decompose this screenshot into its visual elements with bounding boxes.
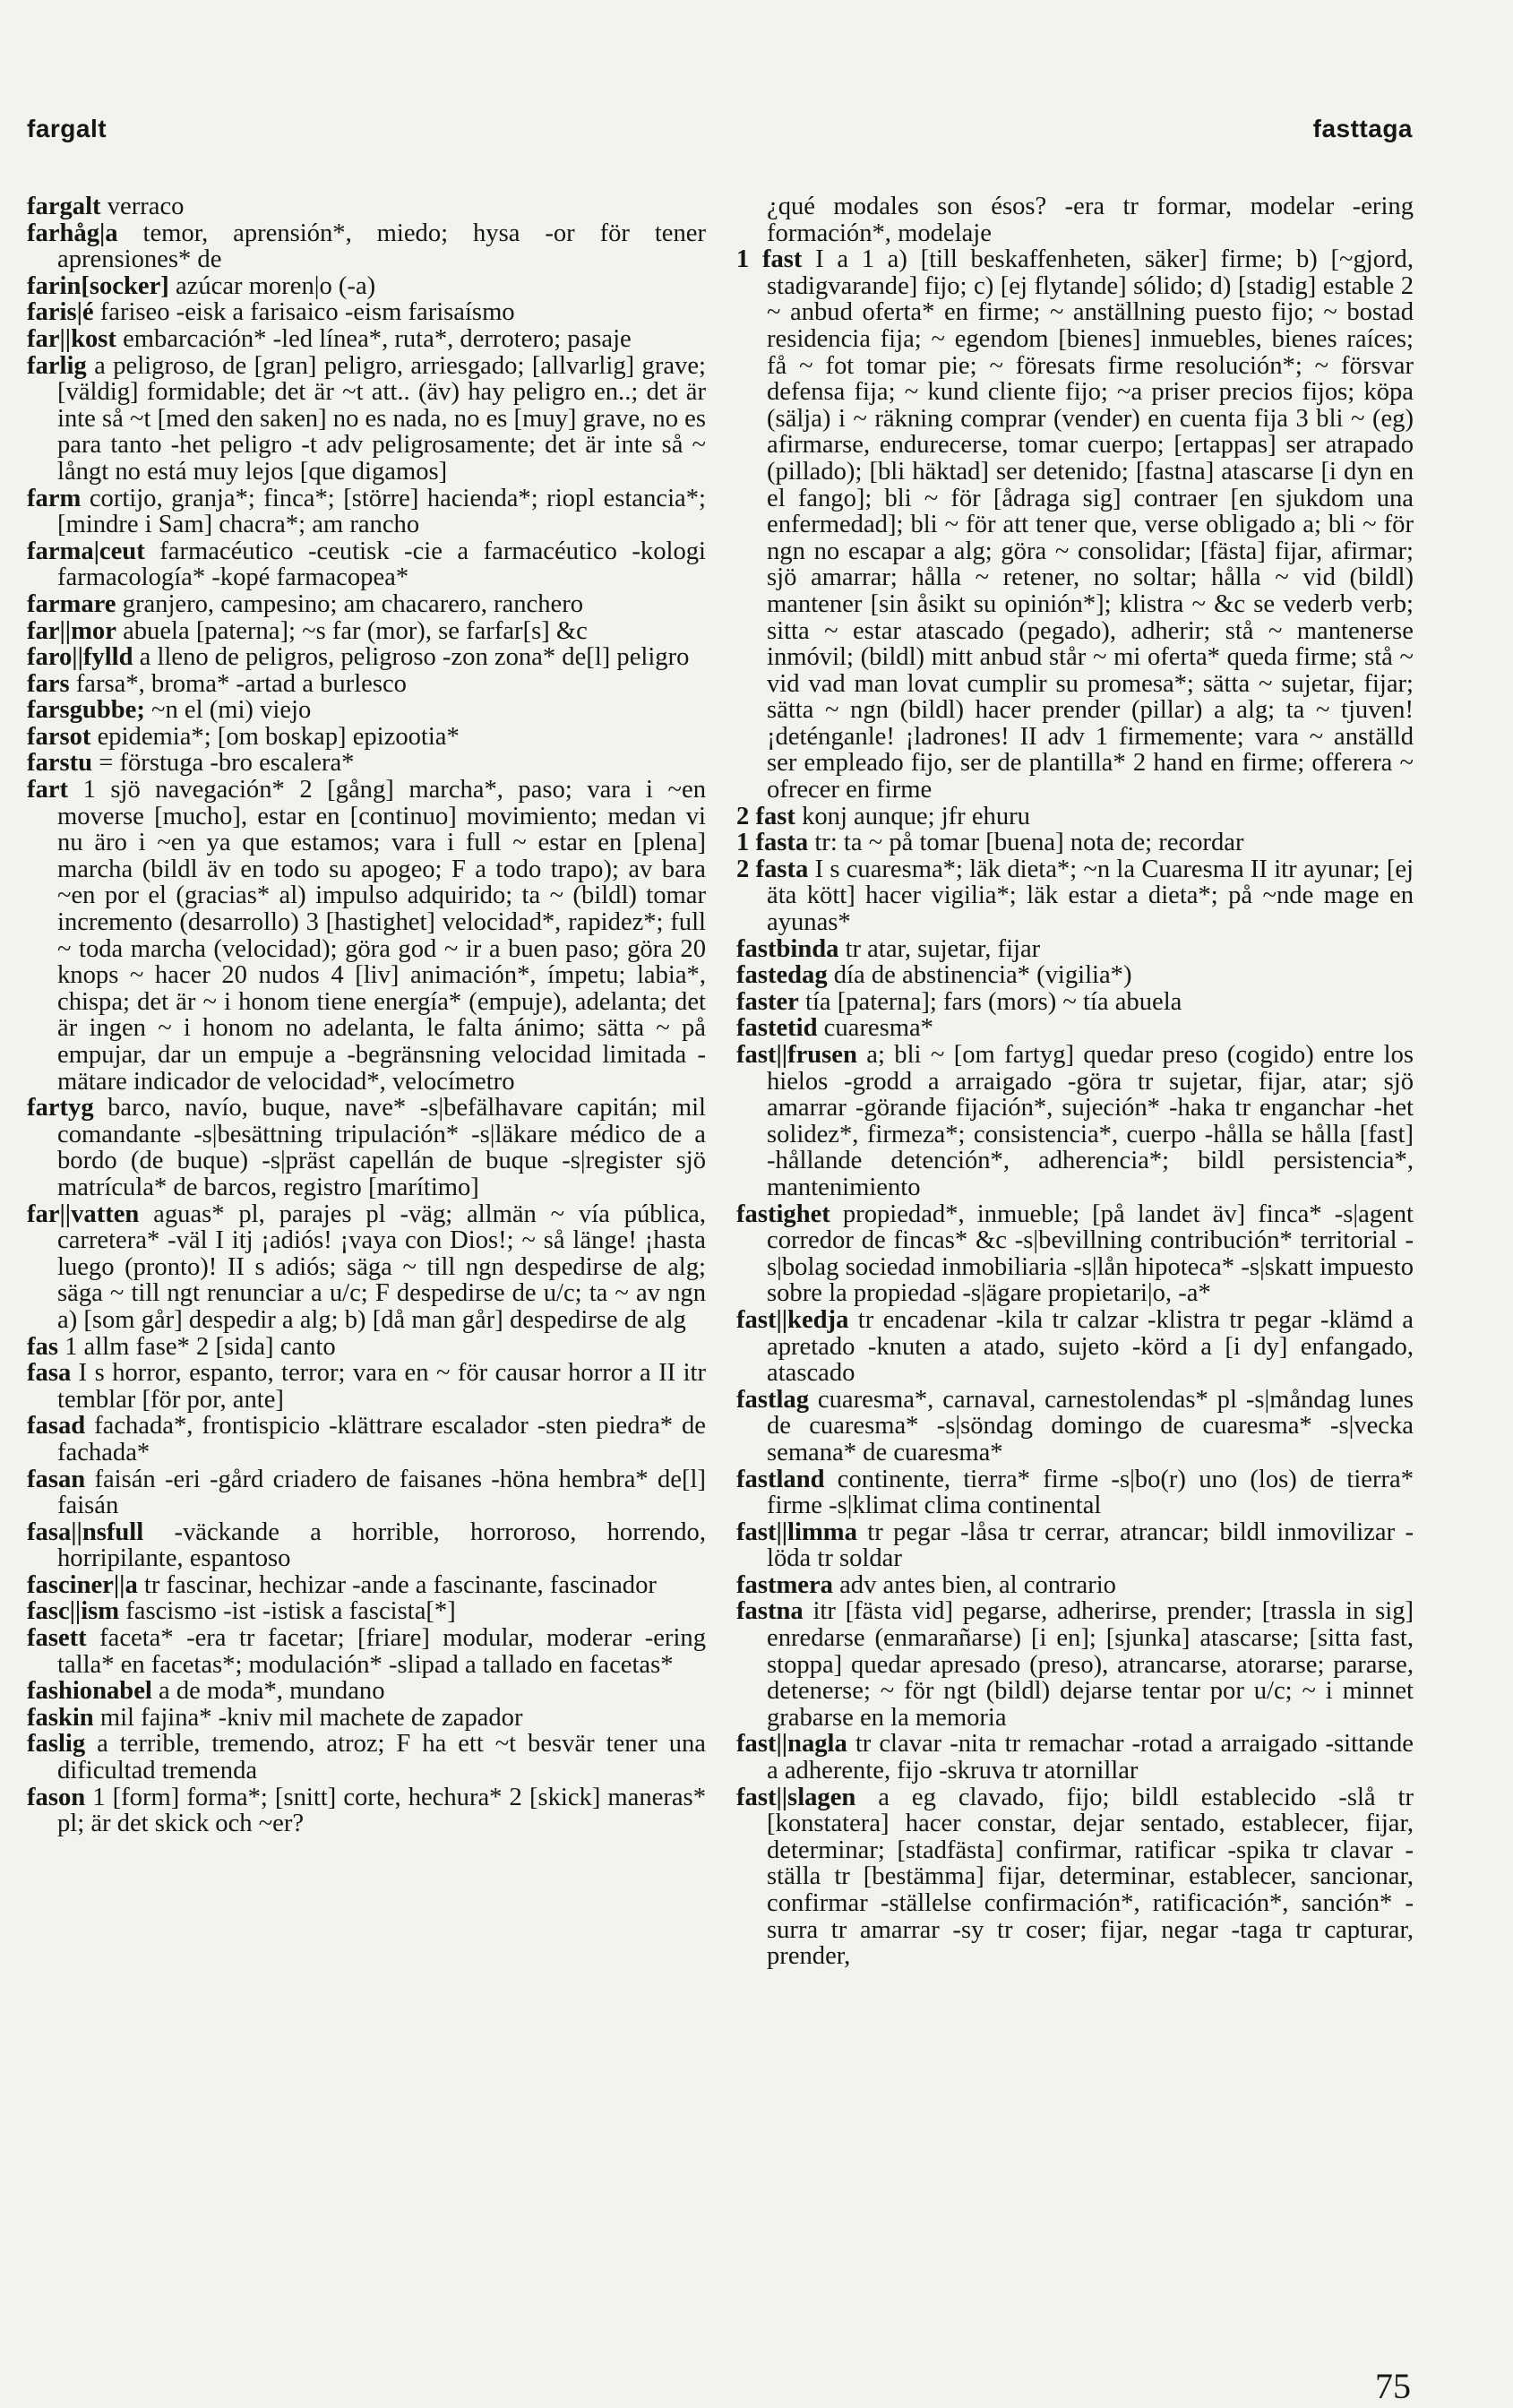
entry-headword: fasciner||a [27,1570,138,1599]
entry-definition: itr [fästa vid] pegarse, adherirse, prender; [trassla in sig] enredarse (enmarañarse) [i en]; [sjunka] atascarse; [sitta fast, stoppa] quedar apresado (preso), atrancarse, atorarse; pararse, detenerse; ~ för ngt (bildl) dejarse tentar por u/c; ~ i minnet grabarse en la memoria [767,1597,1414,1732]
entry-definition: abuela [paterna]; ~s far (mor), se farfar[s] &c [116,616,588,645]
entry-headword: fargalt [27,193,101,220]
entry-definition: = förstuga -bro escalera* [92,749,355,778]
entry-headword: faslig [27,1730,86,1759]
entry-headword: 1 fasta [736,829,809,857]
entry-headword: fas [27,1332,58,1361]
entry-headword: faskin [27,1703,94,1732]
entry-headword: far||vatten [27,1200,140,1228]
entry-definition: barco, navío, buque, nave* -s|befälhavare capitán; mil comandante -s|besättning tripulación* -s|läkare médico de a bordo (de buque) -s|präst capellán de buque -s|register sjö matrícula* de barcos, registro [marítimo] [57,1094,706,1201]
entry-headword: farlig [27,351,87,380]
dictionary-entry [27,1095,706,1200]
dictionary-entry [27,1598,706,1625]
entry-definition: fariseo -eisk a farisaico -eism farisaísmo [93,298,515,327]
dictionary-entry [27,724,706,751]
dictionary-entry [736,936,1414,963]
entry-definition: tr fascinar, hechizar -ande a fascinante, fascinador [137,1570,657,1599]
dictionary-entry [27,697,706,724]
entry-definition: fachada*, frontispicio -klättrare escalador -sten piedra* de fachada* [57,1412,706,1466]
entry-definition: embarcación* -led línea*, ruta*, derrotero; pasaje [116,324,632,353]
entry-headword: fartyg [27,1094,94,1122]
entry-headword: farhåg|a [27,219,118,247]
entry-definition: -väckande a horrible, horroroso, horrendo, horripilante, espantoso [57,1518,706,1573]
entry-headword: faris|é [27,298,94,327]
entry-headword: fastighet [736,1200,830,1228]
entry-headword: faster [736,987,799,1016]
dictionary-entry [736,194,1414,246]
dictionary-entry [736,1042,1414,1201]
dictionary-entry [27,1334,706,1361]
entry-definition: farmacéutico -ceutisk -cie a farmacéutico -kologi farmacología* -kopé farmacopea* [57,537,706,592]
entry-definition: a terrible, tremendo, atroz; F ha ett ~t besvär tener una dificultad tremenda [57,1730,706,1785]
entry-headword: farm [27,484,82,512]
entry-headword: far||kost [27,324,116,353]
entry-definition: cortijo, granja*; finca*; [större] hacienda*; riopl estancia*; [mindre i Sam] chacra*; am rancho [57,484,706,539]
dictionary-entry [736,1784,1414,1970]
entry-definition: a de moda*, mundano [151,1677,385,1706]
dictionary-entry [736,1598,1414,1731]
dictionary-entry [736,246,1414,803]
dictionary-entry [736,962,1414,989]
entry-definition: faceta* -era tr facetar; [friare] modular, moderar -ering talla* en facetas*; modulación* -slipad a tallado en facetas* [57,1624,706,1679]
entry-definition: 1 sjö navegación* 2 [gång] marcha*, paso; vara i ~en moverse [mucho], estar en [continuo] movimiento; medan vi nu äro i ~en ya que estamos; vara i full ~ estar en [plena] marcha (bildl äv en todo su apogeo; F a todo trapo); av bara ~en por el (gracias* al) impulso adquirido; ta ~ (bildl) tomar incremento (desarrollo) 3 [hastighet] velocidad*, rapidez*; full ~ toda marcha (velocidad); göra god ~ ir a buen paso; göra 20 knops ~ hacer 20 nudos 4 [liv] animación*, ímpetu; labia*, chispa; det är ~ i honom tiene energía* (empuje), adelanta; det är ingen ~ i honom no adelanta, le falta ánimo; sätta ~ på empujar, dar un empuje a -begränsning velocidad limitada -mätare indicador de velocidad*, velocímetro [57,776,706,1096]
entry-headword: fastlag [736,1385,810,1414]
dictionary-entry [27,194,706,220]
entry-definition: a eg clavado, fijo; bildl establecido -slå tr [konstatera] hacer constar, dejar sentado, establecer, fijar, determinar; [stadfästa] confirmar, ratificar -spika tr clavar -ställa tr [bestämma] fijar, determinar, establecer, sancionar, confirmar -ställelse confirmación*, ratificación*, sanción* -surra tr amarrar -sy tr coser; fijar, negar -taga tr capturar, prender, [767,1783,1414,1971]
entry-definition: aguas* pl, parajes pl -väg; allmän ~ vía pública, carretera* -väl I itj ¡adiós! ¡vaya con Dios!; ~ så länge! ¡hasta luego (pronto)! II s adiós; säga ~ till ngn despedirse de alg; säga ~ till ngt renunciar a u/c; F despedirse de u/c; ta ~ av ngn a) [som går] despedir a alg; b) [då man går] despedirse de alg [57,1200,706,1334]
left-column [27,194,706,1837]
dictionary-entry [736,1307,1414,1387]
dictionary-entry [27,591,706,618]
dictionary-entry [736,1201,1414,1307]
dictionary-entry [27,1731,706,1784]
entry-definition: a; bli ~ [om fartyg] quedar preso (cogido) entre los hielos -grodd a arraigado -göra tr sujetar, fijar, atar; sjö amarrar -görande fijación*, sujeción* -haka tr enganchar -het solidez*, firmeza*; consistencia*, cuerpo -hålla se hålla [fast] -hållande detención*, adherencia*; bildl persistencia*, mantenimiento [767,1041,1414,1201]
entry-headword: 2 fasta [736,855,809,883]
dictionary-entry [27,220,706,273]
entry-definition: a peligroso, de [gran] peligro, arriesgado; [allvarlig] grave; [väldig] formidable; det är ~t att.. (äv) hay peligro en..; det är inte så ~t [med den saken] no es nada, no es [muy] grave, no es para tanto -het peligro -t adv peligrosamente; det är inte så ~ långt no está muy lejos [que digamos] [57,351,706,486]
entry-definition: mil fajina* -kniv mil machete de zapador [93,1703,523,1732]
entry-definition: adv antes bien, al contrario [832,1570,1116,1599]
dictionary-entry [736,1387,1414,1466]
entry-definition: continente, tierra* firme -s|bo(r) uno (los) de tierra* firme -s|klimat clima continental [767,1465,1414,1520]
entry-headword: farsot [27,722,91,751]
right-column [736,194,1414,1970]
dictionary-entry [27,1466,706,1519]
entry-headword: farma|ceut [27,537,145,565]
dictionary-entry [27,618,706,645]
entry-definition: cuaresma* [817,1014,933,1043]
entry-headword: farin[socker] [27,271,169,300]
dictionary-entry [27,1201,706,1334]
dictionary-entry [736,830,1414,856]
dictionary-entry [27,1678,706,1705]
entry-definition: cuaresma*, carnaval, carnestolendas* pl -s|måndag lunes de cuaresma* -s|söndag domingo de cuaresma* -s|vecka semana* de cuaresma* [767,1385,1414,1466]
dictionary-entry [27,538,706,591]
entry-headword: fasa||nsfull [27,1518,144,1546]
entry-headword: fastetid [736,1014,818,1043]
entry-definition: tr encadenar -kila tr calzar -klistra tr pegar -klämd a apretado -knuten a atado, sujeto -körd a [i dy] enfangado, atascado [767,1305,1414,1388]
dictionary-entry [736,1466,1414,1519]
entry-headword: fast||slagen [736,1783,856,1811]
entry-definition: temor, aprensión*, miedo; hysa -or för tener aprensiones* de [57,219,706,274]
entry-definition: fascismo -ist -istisk a fascista[*] [119,1597,456,1626]
entry-headword: farsgubbe; [27,696,145,725]
page-number: 75 [1375,2366,1411,2406]
dictionary-entry [27,326,706,353]
entry-definition: faisán -eri -gård criadero de faisanes -höna hembra* de[l] faisán [57,1465,706,1520]
dictionary-entry [736,1572,1414,1599]
entry-headword: fart [27,776,69,804]
entry-definition: I s horror, espanto, terror; vara en ~ för causar horror a II itr temblar [för por, ante] [57,1359,706,1414]
dictionary-entry [27,750,706,777]
dictionary-entry [736,1015,1414,1042]
entry-headword: 1 fast [736,245,803,274]
dictionary-entry [736,989,1414,1016]
entry-definition: ~n el (mi) viejo [144,696,312,725]
entry-headword: fason [27,1783,86,1811]
entry-definition: ¿qué modales son ésos? -era tr formar, modelar -ering formación*, modelaje [767,193,1414,247]
entry-headword: fashionabel [27,1677,152,1706]
dictionary-entry [27,1519,706,1572]
entry-definition: tr: ta ~ på tomar [buena] nota de; recordar [808,829,1244,857]
dictionary-entry [27,1625,706,1678]
entry-definition: tía [paterna]; fars (mors) ~ tía abuela [798,987,1182,1016]
entry-definition: 1 allm fase* 2 [sida] canto [57,1332,336,1361]
running-head-left: fargalt [27,115,107,142]
dictionary-entry [27,644,706,671]
entry-definition: a lleno de peligros, peligroso -zon zona* de[l] peligro [133,643,690,672]
entry-definition: epidemia*; [om boskap] epizootia* [90,722,460,751]
dictionary-entry [736,856,1414,936]
entry-definition: I a 1 a) [till beskaffenheten, säker] firme; b) [~gjord, stadigvarande] fijo; c) [ej flytande] sólido; d) [stadig] estable 2 ~ anbud oferta* en firme; ~ anställning puesto fijo; ~ bostad residencia fija; ~ egendom [bienes] inmuebles, bienes raíces; få ~ fot tomar pie; ~ föresats firme resolución*; ~ försvar defensa fija; ~ kund cliente fijo; ~a priser precios fijos; köpa (sälja) i ~ räkning comprar (vender) en cuenta fija 3 bli ~ (eg) afirmarse, endurecerse, tomar cuerpo; [ertappas] ser atrapado (pillado); [bli häktad] ser detenido; [fastna] atascarse [i dyn en el fango]; bli ~ för [ådraga sig] contraer [en sjukdom una enfermedad]; bli ~ för att tener que, verse obligado a; bli ~ för ngn no escapar a alg; göra ~ consolidar; [fästa] fijar, afirmar; sjö amarrar; hålla ~ retener, no soltar; hålla ~ vid (bildl) mantener [sin åsikt su opinión*]; klistra ~ &c se vederb verb; sitta ~ estar atascado (pegado), adherir; stå ~ mantenerse inmóvil; (bildl) mitt anbud står ~ mi oferta* queda firme; stå ~ vid vad man lovat cumplir su promesa*; sätta ~ sujetar, fijar; sätta ~ ngn (bildl) hacer prender (pillar) a alg; ta ~ tjuven! ¡deténganle! ¡ladrones! II adv 1 firmemente; vara ~ anställd ser empleado fijo, ser de plantilla* 2 hand en firme; offerera ~ ofrecer en firme [767,245,1414,804]
entry-definition: I s cuaresma*; läk dieta*; ~n la Cuaresma II itr ayunar; [ej äta kött] hacer vigilia*; läk estar a dieta*; på ~nde mage en ayunas* [767,855,1414,937]
entry-headword: fast||frusen [736,1041,857,1069]
dictionary-entry [736,804,1414,830]
entry-headword: fasc||ism [27,1597,120,1626]
dictionary-entry [27,1360,706,1413]
entry-headword: fasa [27,1359,72,1388]
dictionary-entry [27,353,706,486]
dictionary-entry [27,671,706,698]
entry-headword: fasan [27,1465,86,1493]
dictionary-entry [27,1784,706,1837]
entry-headword: far||mor [27,616,116,645]
entry-headword: fast||nagla [736,1730,847,1759]
running-head-right: fasttaga [1312,115,1413,142]
dictionary-entry [27,1705,706,1732]
entry-headword: fastna [736,1597,804,1626]
entry-headword: fars [27,669,70,698]
entry-definition: 1 [form] forma*; [snitt] corte, hechura* 2 [skick] maneras* pl; är det skick och ~er? [57,1783,706,1838]
entry-definition: farsa*, broma* -artad a burlesco [69,669,407,698]
entry-headword: farmare [27,589,116,618]
entry-definition: propiedad*, inmueble; [på landet äv] finca* -s|agent corredor de fincas* &c -s|bevillning contribución* territorial -s|bolag sociedad inmobiliaria -s|lån hipoteca* -s|skatt impuesto sobre la propiedad -s|ägare propietari|o, -a* [767,1200,1414,1308]
dictionary-entry [27,777,706,1095]
entry-headword: fastmera [736,1570,833,1599]
entry-definition: día de abstinencia* (vigilia*) [827,961,1132,990]
entry-definition: tr atar, sujetar, fijar [838,934,1041,963]
entry-definition: tr clavar -nita tr remachar -rotad a arraigado -sittande a adherente, fijo -skruva tr atornillar [767,1730,1414,1785]
entry-headword: fast||kedja [736,1305,849,1334]
entry-definition: tr pegar -låsa tr cerrar, atrancar; bildl inmovilizar -löda tr soldar [767,1518,1414,1573]
dictionary-entry [27,486,706,538]
entry-headword: faro||fylld [27,643,133,672]
entry-definition: azúcar moren|o (-a) [168,271,376,300]
dictionary-entry [27,273,706,300]
entry-headword: fasett [27,1624,87,1653]
entry-headword: fastedag [736,961,828,990]
entry-headword: fastbinda [736,934,839,963]
dictionary-entry [27,299,706,326]
entry-headword: fastland [736,1465,825,1493]
entry-headword: fast||limma [736,1518,857,1546]
dictionary-entry [736,1731,1414,1784]
entry-headword: farstu [27,749,93,778]
dictionary-entry [27,1572,706,1599]
entry-definition: granjero, campesino; am chacarero, ranchero [116,589,584,618]
entry-definition: konj aunque; jfr ehuru [795,802,1030,830]
dictionary-entry [27,1413,706,1466]
entry-headword: fasad [27,1412,86,1440]
entry-definition: verraco [100,193,185,220]
dictionary-entry [736,1519,1414,1572]
entry-headword: 2 fast [736,802,795,830]
